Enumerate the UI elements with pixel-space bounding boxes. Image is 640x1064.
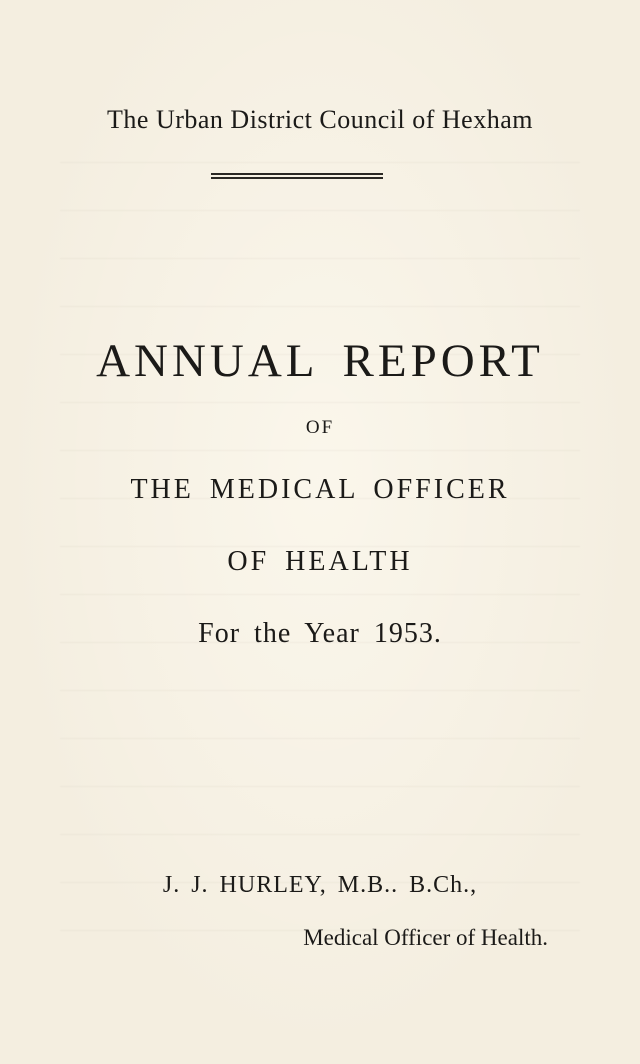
author-role: Medical Officer of Health.	[303, 925, 548, 950]
title-connector: OF	[305, 417, 335, 438]
author-name: J. J. HURLEY, M.B.. B.Ch.,	[162, 872, 478, 898]
officer-title-continued: OF HEALTH	[227, 546, 413, 577]
report-year: For the Year 1953.	[198, 618, 442, 649]
double-rule-divider	[211, 173, 383, 179]
council-name: The Urban District Council of Hexham	[107, 105, 533, 134]
officer-title: THE MEDICAL OFFICER	[130, 474, 510, 505]
report-title: ANNUAL REPORT	[96, 335, 544, 387]
